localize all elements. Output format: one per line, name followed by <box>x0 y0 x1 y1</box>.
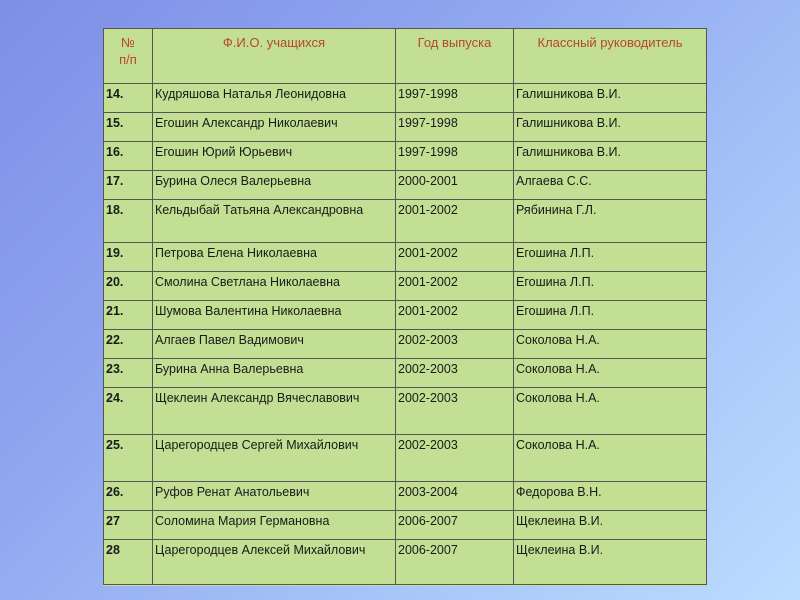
table-row <box>104 482 707 511</box>
header-row <box>104 29 707 84</box>
cell-teacher: Егошина Л.П. <box>514 301 707 330</box>
cell-teacher: Соколова Н.А. <box>514 359 707 388</box>
table-row <box>104 435 707 482</box>
cell-number: 25. <box>104 435 153 482</box>
cell-name: Щеклеин Александр Вячеславович <box>153 388 396 435</box>
cell-number: 16. <box>104 142 153 171</box>
cell-teacher: Соколова Н.А. <box>514 330 707 359</box>
cell-year: 2002-2003 <box>396 435 514 482</box>
cell-year: 2001-2002 <box>396 243 514 272</box>
cell-year: 2006-2007 <box>396 511 514 540</box>
cell-name: Царегородцев Алексей Михайлович <box>153 540 396 585</box>
cell-year: 1997-1998 <box>396 142 514 171</box>
cell-teacher: Галишникова В.И. <box>514 84 707 113</box>
cell-name: Кельдыбай Татьяна Александровна <box>153 200 396 243</box>
table-row <box>104 142 707 171</box>
table-row <box>104 330 707 359</box>
cell-teacher: Егошина Л.П. <box>514 272 707 301</box>
header-name: Ф.И.О. учащихся <box>153 29 396 84</box>
cell-name: Бурина Олеся Валерьевна <box>153 171 396 200</box>
table-row <box>104 359 707 388</box>
cell-number: 23. <box>104 359 153 388</box>
cell-teacher: Галишникова В.И. <box>514 142 707 171</box>
cell-teacher: Щеклеина В.И. <box>514 511 707 540</box>
cell-year: 2006-2007 <box>396 540 514 585</box>
table-row <box>104 511 707 540</box>
table-row <box>104 388 707 435</box>
cell-number: 26. <box>104 482 153 511</box>
cell-name: Шумова Валентина Николаевна <box>153 301 396 330</box>
header-number: № п/п <box>104 29 153 84</box>
cell-number: 24. <box>104 388 153 435</box>
cell-year: 2003-2004 <box>396 482 514 511</box>
graduates-table <box>103 28 707 585</box>
table-row <box>104 171 707 200</box>
cell-year: 1997-1998 <box>396 84 514 113</box>
cell-name: Егошин Юрий Юрьевич <box>153 142 396 171</box>
cell-year: 1997-1998 <box>396 113 514 142</box>
cell-teacher: Соколова Н.А. <box>514 388 707 435</box>
cell-number: 14. <box>104 84 153 113</box>
cell-teacher: Егошина Л.П. <box>514 243 707 272</box>
cell-year: 2000-2001 <box>396 171 514 200</box>
header-year: Год выпуска <box>396 29 514 84</box>
table-row <box>104 301 707 330</box>
cell-number: 20. <box>104 272 153 301</box>
cell-number: 19. <box>104 243 153 272</box>
table-row <box>104 84 707 113</box>
cell-year: 2002-2003 <box>396 388 514 435</box>
cell-teacher: Алгаева С.С. <box>514 171 707 200</box>
cell-teacher: Рябинина Г.Л. <box>514 200 707 243</box>
cell-year: 2001-2002 <box>396 200 514 243</box>
cell-name: Алгаев Павел Вадимович <box>153 330 396 359</box>
cell-name: Соломина Мария Германовна <box>153 511 396 540</box>
table-row <box>104 243 707 272</box>
cell-name: Петрова Елена Николаевна <box>153 243 396 272</box>
cell-number: 17. <box>104 171 153 200</box>
cell-year: 2002-2003 <box>396 359 514 388</box>
cell-year: 2001-2002 <box>396 301 514 330</box>
cell-name: Егошин Александр Николаевич <box>153 113 396 142</box>
cell-number: 27 <box>104 511 153 540</box>
cell-teacher: Федорова В.Н. <box>514 482 707 511</box>
cell-year: 2002-2003 <box>396 330 514 359</box>
cell-teacher: Соколова Н.А. <box>514 435 707 482</box>
table-row <box>104 272 707 301</box>
cell-name: Царегородцев Сергей Михайлович <box>153 435 396 482</box>
cell-number: 18. <box>104 200 153 243</box>
cell-number: 21. <box>104 301 153 330</box>
cell-teacher: Щеклеина В.И. <box>514 540 707 585</box>
table-panel <box>103 28 706 586</box>
cell-name: Руфов Ренат Анатольевич <box>153 482 396 511</box>
cell-number: 22. <box>104 330 153 359</box>
header-teacher: Классный руководитель <box>514 29 707 84</box>
cell-name: Кудряшова Наталья Леонидовна <box>153 84 396 113</box>
cell-name: Бурина Анна Валерьевна <box>153 359 396 388</box>
table-row <box>104 200 707 243</box>
cell-name: Смолина Светлана Николаевна <box>153 272 396 301</box>
cell-number: 15. <box>104 113 153 142</box>
cell-teacher: Галишникова В.И. <box>514 113 707 142</box>
cell-year: 2001-2002 <box>396 272 514 301</box>
cell-number: 28 <box>104 540 153 585</box>
table-row <box>104 540 707 585</box>
table-row <box>104 113 707 142</box>
